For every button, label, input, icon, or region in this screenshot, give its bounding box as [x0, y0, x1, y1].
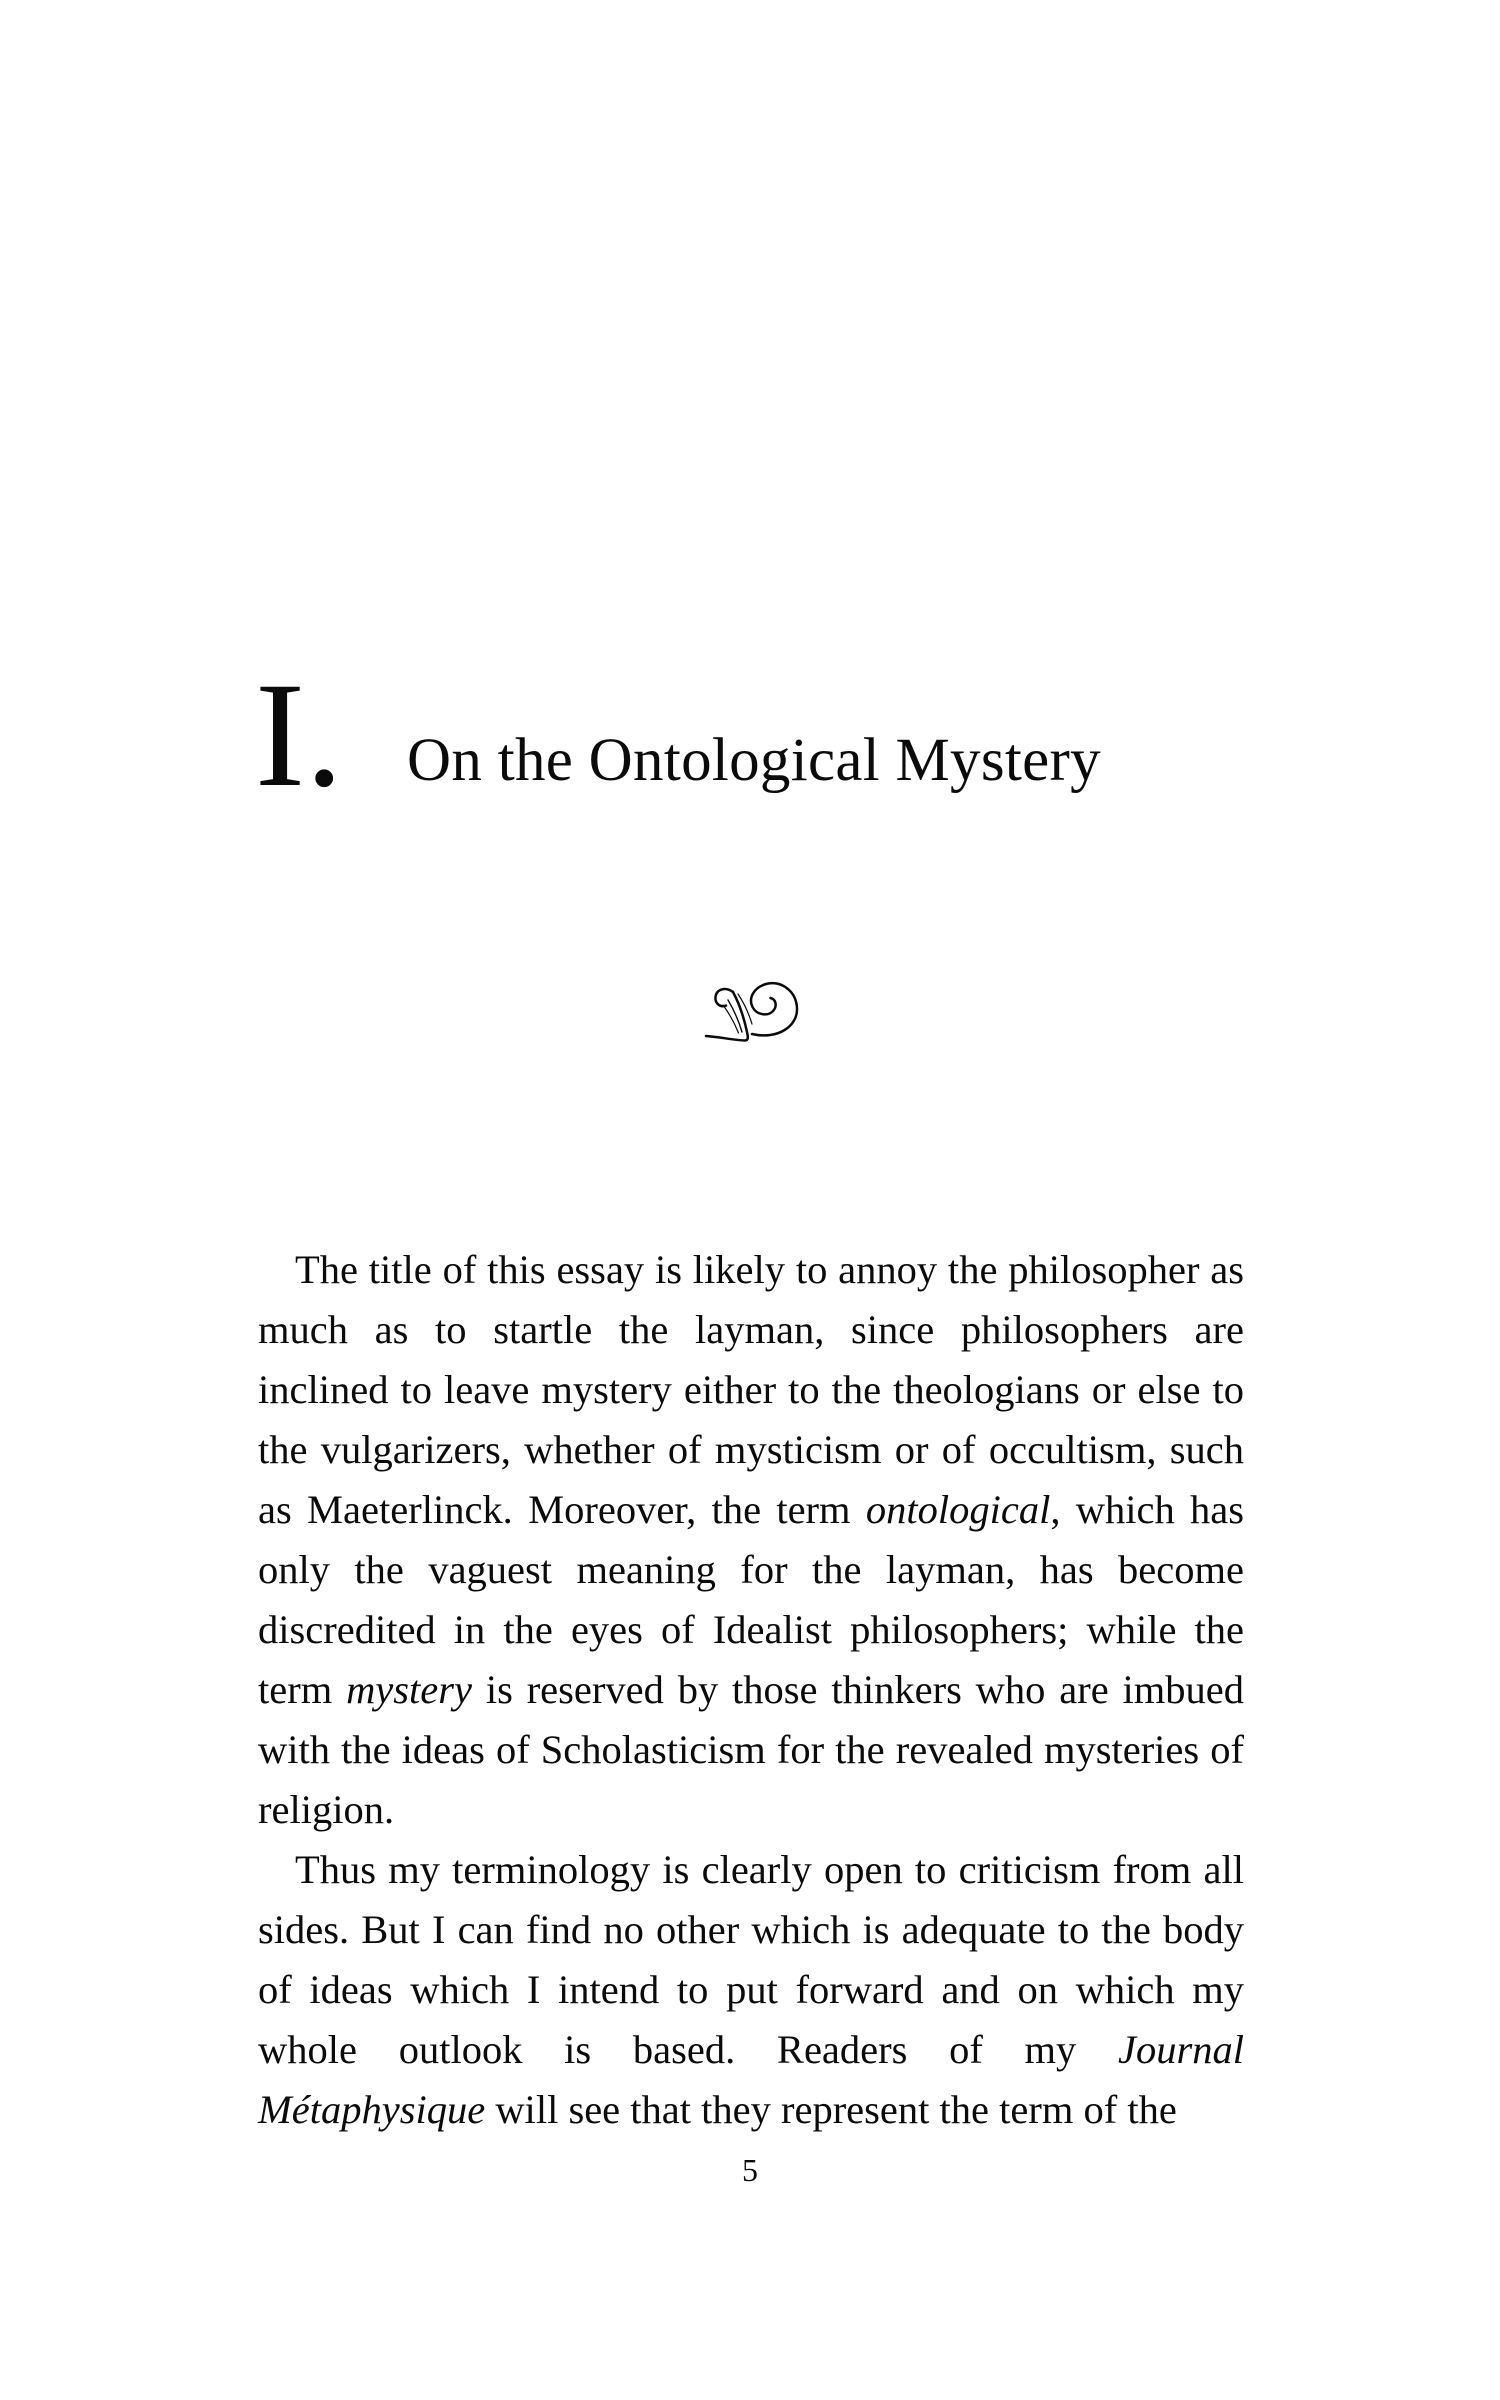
- text-run: Thus my terminology is clearly open to criticism from all sides. But I can find no other which is adequate to the body of ideas which I intend to put forward and on which my whole outlook is based. Readers of my: [258, 1847, 1244, 2072]
- italic-term-ontological: ontological: [865, 1487, 1051, 1532]
- paragraph-1: [258, 1240, 1244, 1840]
- page-number: 5: [742, 2152, 758, 2188]
- italic-term-mystery: mystery: [346, 1667, 473, 1712]
- text-run: The title of this essay is likely to annoy the philosopher as much as to startle the layman, since philosophers are inclined to leave mystery either to the theologians or else to the vulgarizers, whether of mysticism or of occultism, such as Maeterlinck. Moreover, the term: [258, 1247, 1244, 1532]
- body-text-block: [258, 1240, 1244, 2140]
- text-run: is reserved by those thinkers who are imbued with the ideas of Scholasticism for the revealed mysteries of religion.: [258, 1667, 1245, 1832]
- text-run: , which has only the vaguest meaning for the layman, has become discredited in the eyes of Idealist philosophers; while the term: [258, 1487, 1245, 1712]
- chapter-heading: [255, 652, 1255, 830]
- section-ornament: [0, 965, 1500, 1055]
- text-run: will see that they represent the term of the: [485, 2087, 1177, 2132]
- chapter-title: On the Ontological Mystery: [407, 727, 1101, 794]
- calligraphic-flourish-ornament: [692, 974, 808, 1046]
- chapter-number: I.: [255, 652, 344, 818]
- paragraph-2: [258, 1840, 1244, 2140]
- italic-title-journal-metaphysique: Journal Métaphysique: [258, 2027, 1244, 2132]
